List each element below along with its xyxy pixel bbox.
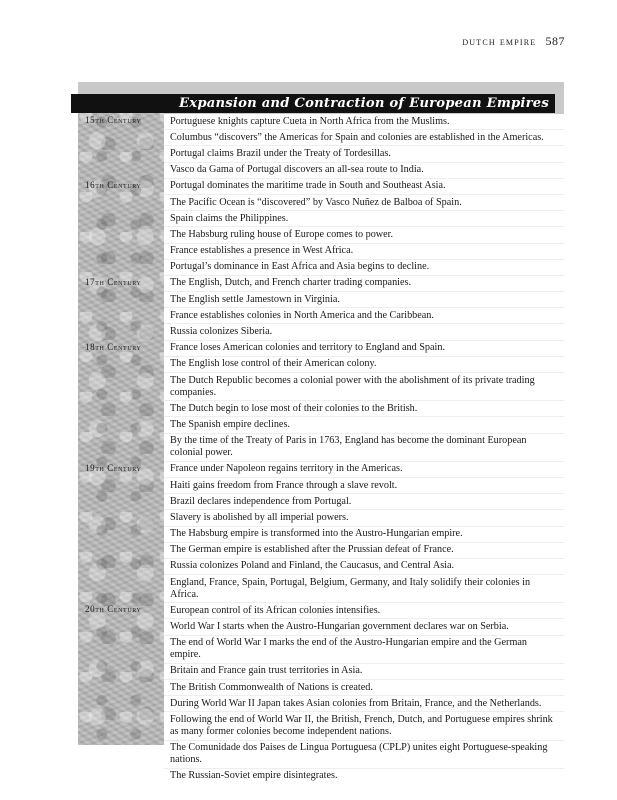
event-row: The Dutch Republic becomes a colonial power with the abolishment of its private trading companies. (164, 373, 564, 401)
event-row: The Russian-Soviet empire disintegrates. (164, 769, 564, 784)
event-row: The English lose control of their American colony. (164, 357, 564, 373)
century-label: 18th Century (85, 341, 142, 352)
event-row: The English, Dutch, and French charter trading companies. (164, 276, 564, 292)
event-row: World War I starts when the Austro-Hungarian government declares war on Serbia. (164, 619, 564, 635)
event-list (164, 276, 564, 341)
event-row: The Habsburg ruling house of Europe comes to power. (164, 227, 564, 243)
event-row: Vasco da Gama of Portugal discovers an all-sea route to India. (164, 163, 564, 179)
century-label: 19th Century (85, 462, 142, 473)
century-label: 15th Century (85, 115, 142, 125)
century-group (78, 603, 564, 784)
page-number: 587 (545, 34, 565, 48)
event-row: The Spanish empire declines. (164, 417, 564, 433)
event-row: France under Napoleon regains territory in the Americas. (164, 462, 564, 478)
event-row: European control of its African colonies intensifies. (164, 603, 564, 619)
century-group (78, 341, 564, 462)
running-head-title: dutch empire (462, 36, 537, 48)
event-row: The Habsburg empire is transformed into the Austro-Hungarian empire. (164, 527, 564, 543)
event-row: Spain claims the Philippines. (164, 211, 564, 227)
event-row: The British Commonwealth of Nations is created. (164, 680, 564, 696)
event-list (164, 114, 564, 179)
century-group (78, 276, 564, 341)
century-label: 16th Century (85, 179, 142, 190)
event-row: Russia colonizes Siberia. (164, 324, 564, 340)
century-group (78, 462, 564, 604)
event-row: The German empire is established after the Prussian defeat of France. (164, 543, 564, 559)
event-list (164, 462, 564, 604)
event-row: During World War II Japan takes Asian colonies from Britain, France, and the Netherlands. (164, 696, 564, 712)
century-label: 20th Century (85, 604, 142, 615)
event-row: By the time of the Treaty of Paris in 1763, England has become the dominant European colonial power. (164, 434, 564, 462)
event-row: The Dutch begin to lose most of their colonies to the British. (164, 401, 564, 417)
event-list (164, 341, 564, 462)
event-row: France establishes colonies in North America and the Caribbean. (164, 308, 564, 324)
event-row: Russia colonizes Poland and Finland, the Caucasus, and Central Asia. (164, 559, 564, 575)
event-row: Portugal dominates the maritime trade in South and Southeast Asia. (164, 179, 564, 195)
table-title: Expansion and Contraction of European Empires (71, 94, 555, 113)
century-group (78, 114, 564, 179)
event-row: Following the end of World War II, the British, French, Dutch, and Portuguese empires shrink as many former colonies become independent nations. (164, 712, 564, 740)
event-row: The end of World War I marks the end of the Austro-Hungarian empire and the German empire. (164, 636, 564, 664)
event-row: Portuguese knights capture Cueta in North Africa from the Muslims. (164, 114, 564, 130)
event-row: Haiti gains freedom from France through a slave revolt. (164, 478, 564, 494)
event-list (164, 603, 564, 784)
event-row: Slavery is abolished by all imperial powers. (164, 510, 564, 526)
event-row: Columbus “discovers” the Americas for Spain and colonies are established in the Americas. (164, 130, 564, 146)
century-group (78, 179, 564, 276)
running-head (462, 34, 565, 49)
timeline-table (78, 114, 564, 784)
event-row: France loses American colonies and territory to England and Spain. (164, 341, 564, 357)
event-row: The Pacific Ocean is “discovered” by Vasco Nuñez de Balboa of Spain. (164, 195, 564, 211)
event-row: The English settle Jamestown in Virginia. (164, 292, 564, 308)
century-label: 17th Century (85, 276, 142, 287)
event-row: Portugal’s dominance in East Africa and Asia begins to decline. (164, 260, 564, 276)
event-row: Britain and France gain trust territories in Asia. (164, 664, 564, 680)
event-row: England, France, Spain, Portugal, Belgium, Germany, and Italy solidify their colonies in Africa. (164, 575, 564, 603)
event-list (164, 179, 564, 276)
event-row: France establishes a presence in West Africa. (164, 244, 564, 260)
event-row: Portugal claims Brazil under the Treaty of Tordesillas. (164, 146, 564, 162)
event-row: The Comunidade dos Paises de Lingua Portuguesa (CPLP) unites eight Portuguese-speaking nations. (164, 741, 564, 769)
event-row: Brazil declares independence from Portugal. (164, 494, 564, 510)
